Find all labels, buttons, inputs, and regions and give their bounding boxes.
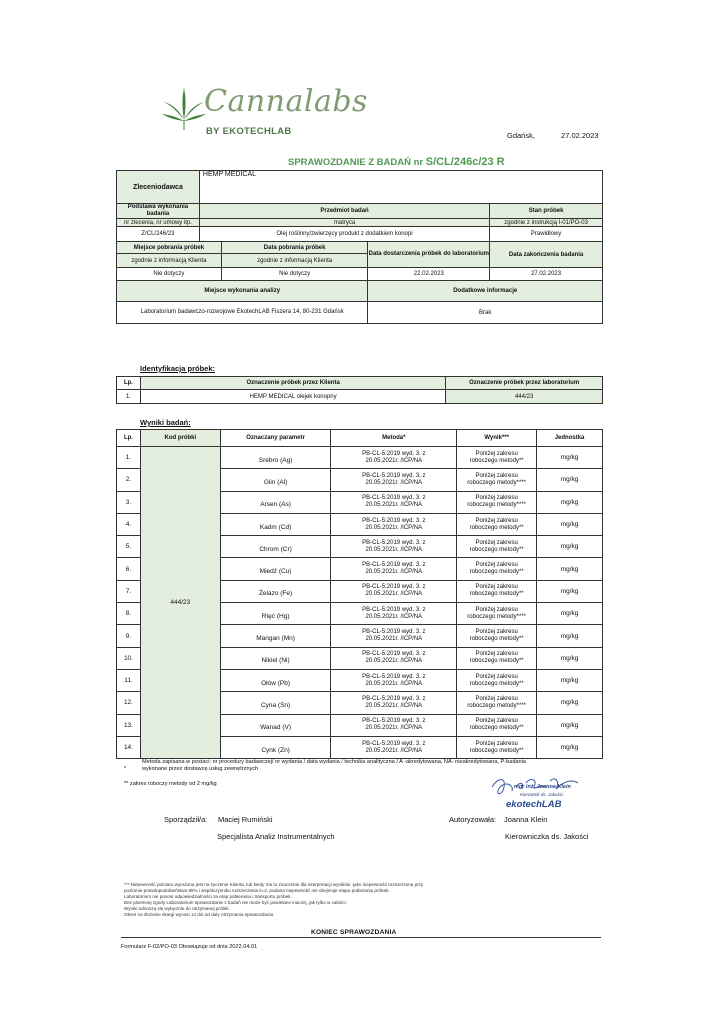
subject-label: Przedmiot badań xyxy=(199,204,489,219)
row-unit: mg/kg xyxy=(537,558,603,580)
end-value: 27.02.2023 xyxy=(490,268,603,281)
row-param: Ołów (Pb) xyxy=(220,669,331,691)
row-lp: 11. xyxy=(117,669,141,691)
sdate-label: Data pobrania próbek xyxy=(221,242,368,254)
delivery-label: Data dostarczenia próbek do laboratorium xyxy=(368,242,490,268)
row-unit: mg/kg xyxy=(537,603,603,625)
results-col-param: Oznaczany parametr xyxy=(220,430,331,447)
row-method: PB-CL-5:2019 wyd. 3. z 20.05.2021r. /ICP/NA xyxy=(331,603,457,625)
row-param: Nikiel (Ni) xyxy=(220,647,331,669)
approved-label: Autoryzowała: xyxy=(449,815,497,824)
row-lp: 3. xyxy=(117,491,141,513)
brand-name: Cannalabs xyxy=(204,84,368,119)
row-method: PB-CL-5:2019 wyd. 3. z 20.05.2021r. /ICP/NA xyxy=(331,736,457,758)
report-date: 27.02.2023 xyxy=(561,131,599,140)
row-result: Poniżej zakresu roboczego metody**** xyxy=(457,603,537,625)
info-label: Dodatkowe informacje xyxy=(368,281,603,302)
row-unit: mg/kg xyxy=(537,669,603,691)
note-line: Okres na złożenie skargi wynosi 14 dni od daty otrzymania sprawozdania xyxy=(124,912,274,917)
row-lp: 5. xyxy=(117,536,141,558)
client-label: Zleceniodawca xyxy=(117,171,200,204)
row-unit: mg/kg xyxy=(537,692,603,714)
prepared-label: Sporządził/a: xyxy=(164,815,208,824)
report-number: S/CL/246c/23 R xyxy=(425,156,505,168)
note-line: poziomie prawdopodobieństwa 95% i współczynniku rozszerzenia k=2, podana niepewność nie obejmuje etapu pobierania próbek. xyxy=(124,888,390,893)
state-value: Prawidłowy xyxy=(490,227,603,242)
row-method: PB-CL-5:2019 wyd. 3. z 20.05.2021r. /ICP/NA xyxy=(331,513,457,535)
results-table xyxy=(116,429,603,759)
row-result: Poniżej zakresu roboczego metody** xyxy=(457,625,537,647)
sdate-value: Nie dotyczy xyxy=(221,268,368,281)
state-label: Stan próbek xyxy=(490,204,603,219)
row-result: Poniżej zakresu roboczego metody** xyxy=(457,669,537,691)
row-method: PB-CL-5:2019 wyd. 3. z 20.05.2021r. /ICP/NA xyxy=(331,692,457,714)
row-result: Poniżej zakresu roboczego metody**** xyxy=(457,469,537,491)
row-method: PB-CL-5:2019 wyd. 3. z 20.05.2021r. /ICP/NA xyxy=(331,558,457,580)
row-lp: 2. xyxy=(117,469,141,491)
row-result: Poniżej zakresu roboczego metody** xyxy=(457,536,537,558)
method-note: Metoda zapisana w postaci: nr procedury badawczej/ nr wydania / data wydania / technika analityczna / A -akredytowana, NA- nieakredytowana, P-badania xyxy=(142,759,527,765)
ident-col-client: Oznaczenie próbek przez Klienta xyxy=(140,377,445,390)
table-row xyxy=(117,447,603,469)
range-note: ** zakres roboczy metody od 2 mg/kg xyxy=(124,781,217,787)
row-param: Cynk (Zn) xyxy=(220,736,331,758)
row-unit: mg/kg xyxy=(537,447,603,469)
approved-name: Joanna Klein xyxy=(504,815,548,824)
results-heading: Wyniki badań: xyxy=(140,418,191,427)
row-unit: mg/kg xyxy=(537,580,603,602)
basis-sub: nr zlecenia, nr umowy itp. xyxy=(117,219,200,227)
place: Gdańsk, xyxy=(507,131,535,140)
place-label: Miejsce pobrania próbek xyxy=(117,242,222,254)
place-value: Nie dotyczy xyxy=(117,268,222,281)
row-unit: mg/kg xyxy=(537,469,603,491)
row-lp: 13. xyxy=(117,714,141,736)
ident-heading: Identyfikacja próbek: xyxy=(140,364,216,373)
row-param: Żelazo (Fe) xyxy=(220,580,331,602)
row-method: PB-CL-5:2019 wyd. 3. z 20.05.2021r. /ICP/NA xyxy=(331,469,457,491)
report-title-prefix: SPRAWOZDANIE Z BADAŃ nr xyxy=(288,157,426,168)
note-line: *** Niepewność pomiaru wyrażona jest na życzenie Klienta, lub kiedy ma to znaczenie dla interpretacji wyników -jako niepewność rozszerzona przy xyxy=(124,882,424,887)
results-col-method: Metoda* xyxy=(331,430,457,447)
row-method: PB-CL-5:2019 wyd. 3. z 20.05.2021r. /ICP/NA xyxy=(331,669,457,691)
row-unit: mg/kg xyxy=(537,491,603,513)
row-lp: 12. xyxy=(117,692,141,714)
results-col-result: Wynik*** xyxy=(457,430,537,447)
row-unit: mg/kg xyxy=(537,736,603,758)
row-lp: 1. xyxy=(117,447,141,469)
row-lp: 8. xyxy=(117,603,141,625)
legal-notes xyxy=(124,882,544,918)
sample-code: 444/23 xyxy=(140,447,220,759)
basis-label: Podstawa wykonania badania xyxy=(117,204,200,219)
client-info-table xyxy=(116,170,603,324)
row-method: PB-CL-5:2019 wyd. 3. z 20.05.2021r. /ICP/NA xyxy=(331,580,457,602)
basis-value: Z/CL/246/23 xyxy=(117,227,200,242)
row-lp: 10. xyxy=(117,647,141,669)
state-sub: zgodnie z instrukcją I-01/PO-03 xyxy=(490,219,603,227)
end-of-report: KONIEC SPRAWOZDANIA xyxy=(311,929,397,936)
row-result: Poniżej zakresu roboczego metody** xyxy=(457,447,537,469)
row-param: Kadm (Cd) xyxy=(220,513,331,535)
ident-lab: 444/23 xyxy=(446,390,603,404)
row-unit: mg/kg xyxy=(537,714,603,736)
row-param: Cyna (Sn) xyxy=(220,692,331,714)
table-row xyxy=(117,390,603,404)
row-result: Poniżej zakresu roboczego metody** xyxy=(457,558,537,580)
row-param: Srebro (Ag) xyxy=(220,447,331,469)
ident-col-lp: Lp. xyxy=(117,377,141,390)
row-method: PB-CL-5:2019 wyd. 3. z 20.05.2021r. /ICP/NA xyxy=(331,536,457,558)
end-divider xyxy=(121,937,601,938)
row-param: Rtęć (Hg) xyxy=(220,603,331,625)
results-col-unit: Jednostka xyxy=(537,430,603,447)
row-lp: 4. xyxy=(117,513,141,535)
stamp-role: Kierownik ds. Jakości xyxy=(520,792,564,797)
prepared-name: Maciej Rumiński xyxy=(218,815,273,824)
approved-role: Kierowniczka ds. Jakości xyxy=(505,832,589,841)
form-number: Formularz F-02/PO-03 Obowiązuje od dnia 2022.04.01 xyxy=(121,944,258,950)
star-mark: * xyxy=(124,766,127,772)
row-lp: 6. xyxy=(117,558,141,580)
brand-subtitle: BY EKOTECHLAB xyxy=(206,126,292,137)
ident-client: HEMP MEDICAL olejek konopny xyxy=(140,390,445,404)
delivery-value: 22.02.2023 xyxy=(368,268,490,281)
sdate-sub: zgodnie z informacją Klienta xyxy=(221,254,368,268)
row-result: Poniżej zakresu roboczego metody** xyxy=(457,513,537,535)
row-unit: mg/kg xyxy=(537,513,603,535)
place-date xyxy=(507,131,599,140)
row-result: Poniżej zakresu roboczego metody** xyxy=(457,736,537,758)
results-col-code: Kod próbki xyxy=(140,430,220,447)
info-value: Brak xyxy=(368,302,603,324)
row-result: Poniżej zakresu roboczego metody**** xyxy=(457,692,537,714)
star-note: wykonane przez dostawcę usług zewnętrznych xyxy=(142,766,259,772)
row-param: Mangan (Mn) xyxy=(220,625,331,647)
row-param: Miedź (Cu) xyxy=(220,558,331,580)
note-line: Wyniki odnoszą się wyłącznie do otrzymanej próbki. xyxy=(124,906,230,911)
row-lp: 7. xyxy=(117,580,141,602)
row-method: PB-CL-5:2019 wyd. 3. z 20.05.2021r. /ICP/NA xyxy=(331,625,457,647)
analysis-label: Miejsce wykonania analizy xyxy=(117,281,368,302)
place-sub: zgodnie z informacją Klienta xyxy=(117,254,222,268)
stamp-name: mgr inż. Joanna Klein xyxy=(514,784,571,790)
row-lp: 9. xyxy=(117,625,141,647)
row-unit: mg/kg xyxy=(537,536,603,558)
subject-value: Olej roślinny/zwierzęcy produkt z dodatkiem konopi xyxy=(199,227,489,242)
note-line: Laboratorium nie ponosi odpowiedzialności za etap pobierania i transportu próbek. xyxy=(124,894,292,899)
row-result: Poniżej zakresu roboczego metody** xyxy=(457,647,537,669)
row-param: Wanad (V) xyxy=(220,714,331,736)
row-unit: mg/kg xyxy=(537,647,603,669)
row-result: Poniżej zakresu roboczego metody** xyxy=(457,714,537,736)
row-result: Poniżej zakresu roboczego metody** xyxy=(457,580,537,602)
report-title xyxy=(288,156,505,168)
row-param: Chrom (Cr) xyxy=(220,536,331,558)
end-label: Data zakończenia badania xyxy=(490,242,603,268)
ident-table xyxy=(116,376,603,404)
subject-sub: matryca xyxy=(199,219,489,227)
row-lp: 14. xyxy=(117,736,141,758)
row-param: Arsen (As) xyxy=(220,491,331,513)
results-col-lp: Lp. xyxy=(117,430,141,447)
ident-lp: 1. xyxy=(117,390,141,404)
row-result: Poniżej zakresu roboczego metody**** xyxy=(457,491,537,513)
row-method: PB-CL-5:2019 wyd. 3. z 20.05.2021r. /ICP/NA xyxy=(331,714,457,736)
row-method: PB-CL-5:2019 wyd. 3. z 20.05.2021r. /ICP/NA xyxy=(331,491,457,513)
client-value: HEMP MEDICAL xyxy=(199,171,602,204)
row-unit: mg/kg xyxy=(537,625,603,647)
ident-col-lab: Oznaczenie próbek przez laboratorium xyxy=(446,377,603,390)
note-line: Bez pisemnej zgody Laboratorium sprawozdanie z badań nie może być powielane inaczej, jak tylko w całości. xyxy=(124,900,347,905)
analysis-value: Laboratorium badawczo-rozwojowe EkotechLAB Fiszera 14, 80-231 Gdańsk xyxy=(117,302,368,324)
row-method: PB-CL-5:2019 wyd. 3. z 20.05.2021r. /ICP/NA xyxy=(331,447,457,469)
row-param: Glin (Al) xyxy=(220,469,331,491)
prepared-role: Specjalista Analiz Instrumentalnych xyxy=(217,832,335,841)
stamp-brand: ekotechLAB xyxy=(506,799,562,810)
row-method: PB-CL-5:2019 wyd. 3. z 20.05.2021r. /ICP/NA xyxy=(331,647,457,669)
